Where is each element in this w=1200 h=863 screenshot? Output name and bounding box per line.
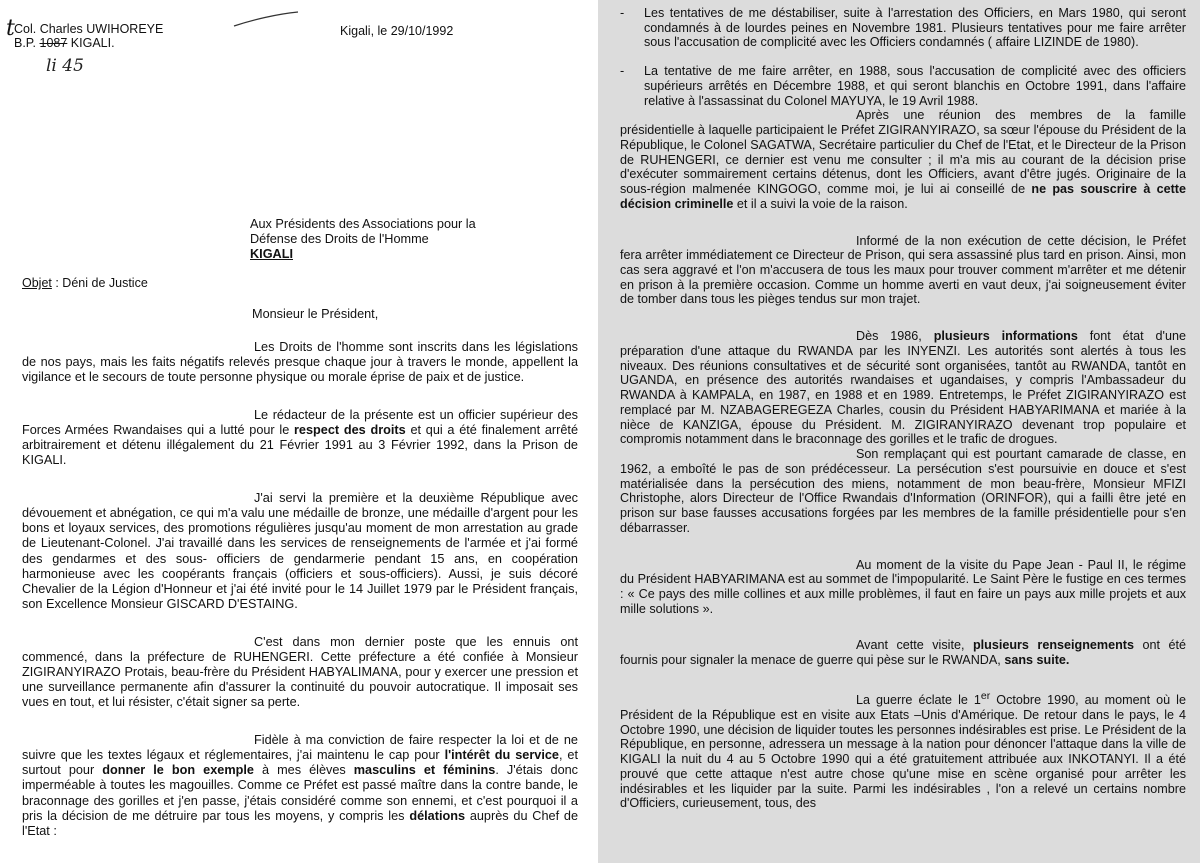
paragraph-family-meeting: Après une réunion des membres de la famille présidentielle à laquelle participaient le Préfet ZIGIRANYIRAZO, sa sœur l'épouse du Président de la République, le Colonel SAGATWA, Secrétaire particulier du Chef de l'Etat, et le Directeur de la Prison de RUHENGERI, ce dernier est venu me consulter ; il m'a mis au courant de la décision prise d'exécuter sommairement certains détenus, dont les Officiers, avant d'être jugés. Originaire de la sous-région malmenée KINGOGO, comme moi, je lui ai conseillé de ne pas souscrire à cette décision criminelle et il a suivi la voie de la raison. — [620, 108, 1186, 211]
addressee-line-2: Défense des Droits de l'Homme — [250, 232, 429, 247]
handwritten-tick-mark: t — [6, 16, 15, 41]
addressee-line-1: Aux Présidents des Associations pour la — [250, 217, 476, 231]
paragraph-pope-visit: Au moment de la visite du Pape Jean - Paul II, le régime du Président HABYARIMANA est au sommet de l'impopularité. Le Saint Père le fustige en ces termes : « Ce pays des mille collines et aux mille problèmes, il faut en faire un pays aux mille projets et aux mille solutions ». — [620, 557, 1186, 616]
paragraph-service-record: J'ai servi la première et la deuxième République avec dévouement et abnégation, ce qui m'a valu une médaille de bronze, une médaille d'argent pour les bons et loyaux services, des promotions régulières jusqu'au moment de mon arrestation au grade de Lieutenant-Colonel. J'ai travaillé dans les services de renseignements de l'armée et j'ai formé des gendarmes et des sous- officiers de gendarmerie pendant 15 ans, en coopération harmonieuse avec les coopérants français (officiers et sous-officiers). Aussi, je suis décoré Chevalier de la Légion d'Honneur et j'ai été invité pour le 14 Juillet 1979 par le Président français, son Excellence Monsieur GISCARD D'ESTAING. — [22, 490, 578, 612]
subject-line — [22, 276, 148, 291]
right-page — [598, 0, 1200, 863]
sender-po-box: B.P. 1087 KIGALI. — [14, 36, 115, 51]
paragraph-war-outbreak: La guerre éclate le 1er Octobre 1990, au moment où le Président de la République est en visite aux Etats –Unis d'Amérique. De retour dans le pays, le 4 Octobre 1990, une décision de liquider toutes les personnes indésirables est prise. Le Président de la République, en personne, adressera un message à la nation pour dénoncer l'attaque dans la ville de KIGALI la nuit du 4 au 5 Octobre 1990 qui a été gratuitement attribuée aux INKOTANYI. Il a été prouvé que cette attaque n'est autre chose qu'une mise en scène organisé pour arrêter les indésirables et les liquider par la suite. Parmi les indésirables , l'on a relevé un certains nombre d'Officiers, curieusement, tous, des — [620, 689, 1186, 811]
paragraph-prison-director: Informé de la non exécution de cette décision, le Préfet fera arrêter immédiatement ce Directeur de Prison, qui sera assassiné plus tard en prison. Ainsi, mon cas sera aggravé et l'on m'accusera de tous les maux pour trouver comment m'arrêter et me détenir en prison à la première occasion. Comme un homme averti en vaut deux, j'ai soigneusement éviter de tomber dans tous les pièges tendus sur mon trajet. — [620, 233, 1186, 307]
paragraph-author: Le rédacteur de la présente est un officier supérieur des Forces Armées Rwandaises qui a lutté pour le respect des droits et qui a été finalement arrêté arbitrairement et détenu illégalement du 21 Février 1991 au 3 Février 1992, dans la Prison de KIGALI. — [22, 407, 578, 468]
bullet-1988-attempt: - La tentative de me faire arrêter, en 1988, sous l'accusation de complicité avec des officiers supérieurs arrêtés en Décembre 1988, et qui seront blanchis en Octobre 1991, dans l'affaire relative à l'assassinat du Colonel MAYUYA, le 19 Avril 1988. — [620, 64, 1186, 108]
sender-name: Col. Charles UWIHOREYE — [14, 22, 164, 36]
paragraph-human-rights: Les Droits de l'homme sont inscrits dans les législations de nos pays, mais les faits négatifs relevés presque chaque jour à travers le monde, appellent la vigilance et le secours de toute personne physique ou morale éprise de paix et de justice. — [22, 340, 578, 385]
place-and-date: Kigali, le 29/10/1992 — [340, 24, 454, 38]
sender-block — [6, 16, 164, 51]
bullet-1980-attempts: - Les tentatives de me déstabiliser, suite à l'arrestation des Officiers, en Mars 1980, qui seront condamnés à de lourdes peines en Novembre 1981. Plusieurs tentatives pour me faire arrêter sous l'accusation de complicité avec les Officiers condamnés ( affaire LIZINDE de 1980). — [620, 6, 1186, 50]
addressee-city: KIGALI — [250, 247, 293, 262]
paragraph-inyenzi-attack: Dès 1986, plusieurs informations font état d'une préparation d'une attaque du RWANDA par les INYENZI. Les autorités sont alertés à tous les niveaux. Des réunions consultatives et de sécurité sont organisées, tantôt au RWANDA, tantôt en UGANDA, en présence des autorités rwandaises et ugandaises, y compris l'Ambassadeur du RWANDA à KAMPALA, en 1987, en 1988 et en 1989. Entretemps, le Préfet ZIGIRANYIRAZO est remplacé par M. NZABAGEREGEZA Charles, cousin du Président HABYARIMANA et mariée à la nièce de KANZIGA, épouse du Président. M. ZIGIRANYIRAZO devenant trop populaire et compromis notamment dans le braconnage des gorilles et le trafic de drogues. — [620, 329, 1186, 447]
left-body — [22, 340, 578, 839]
pen-stroke-mark — [232, 10, 302, 30]
salutation: Monsieur le Président, — [252, 307, 379, 321]
po-box-number: 1087 — [39, 36, 68, 51]
addressee-block — [250, 217, 570, 263]
subject-text: : Déni de Justice — [51, 276, 148, 290]
subject-label: Objet — [22, 276, 52, 290]
paragraph-conviction: Fidèle à ma conviction de faire respecter la loi et de ne suivre que les textes légaux et réglementaires, j'ai maintenu le cap pour l'intérêt du service, et surtout pour donner le bon exemple à mes élèves masculins et féminins. J'étais donc imperméable à toutes les magouilles. Comme ce Préfet est passé maître dans la contre bande, le braconnage des gorilles et j'en passe, j'étais considéré comme son ennemi, et c'est pourquoi il a pris la décision de me détruire par tous les moyens, y compris les délations auprès du Chef de l'Etat : — [22, 732, 579, 839]
paragraph-warnings: Avant cette visite, plusieurs renseignements ont été fournis pour signaler la menace de guerre qui pèse sur le RWANDA, sans suite. — [620, 638, 1187, 668]
handwritten-note: li 45 — [46, 56, 84, 76]
paragraph-ruhengeri: C'est dans mon dernier poste que les ennuis ont commencé, dans la préfecture de RUHENGERI. Cette préfecture a été confiée à Monsieur ZIGIRANYIRAZO Protais, beau-frère du Président HABYALIMANA, pour y exercer une pression et une surveillance permanente afin d'assurer la continuité du pouvoir autocratique. Il imposait ses vues en tout, et lui résister, c'était signer sa perte. — [22, 634, 578, 710]
paragraph-successor: Son remplaçant qui est pourtant camarade de classe, en 1962, a emboîté le pas de son prédécesseur. La persécution s'est poursuivie en douce et s'est matérialisée dans la persécution des miens, notamment de mon beau-frère, Monsieur MFIZI Christophe, alors Directeur de l'Office Rwandais d'Information (ORINFOR), qui a failli être jeté en prison sur base fausses accusations forgées par les membres de la famille présidentielle pour s'en débarrasser. — [620, 447, 1186, 535]
left-page — [0, 0, 598, 863]
